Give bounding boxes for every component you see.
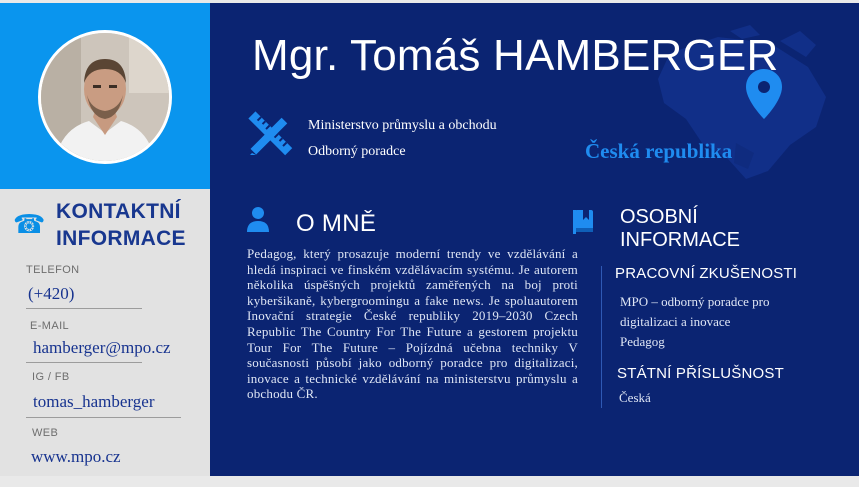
contact-title-line2: INFORMACE: [56, 227, 186, 250]
country: Česká republika: [585, 139, 733, 163]
experience-line: MPO – odborný poradce pro: [620, 294, 770, 309]
ruler-pencil-icon: [248, 111, 294, 157]
vertical-divider: [601, 266, 602, 408]
citizenship-value: Česká: [619, 390, 651, 405]
phone-value: (+420): [28, 284, 75, 303]
organization: Ministerstvo průmyslu a obchodu: [308, 118, 497, 133]
role: Odborný poradce: [308, 144, 406, 159]
web-link[interactable]: www.mpo.cz: [31, 447, 121, 466]
divider: [26, 308, 142, 309]
avatar: [38, 30, 172, 164]
personal-title: [620, 206, 820, 252]
bottom-border: [0, 476, 859, 487]
email-label: E-MAIL: [30, 320, 70, 332]
about-text: Pedagog, který prosazuje moderní trendy ve vzdělávání a hledá inspiraci ve finském vzdělávacím systému. Je autorem několika úspěšných projektů zaměřených na boj proti kyberšikaně, kybergroomingu a fake news. Je spoluautorem Inovační strategie České republiky 2019–2030 Czech Republic The Country For The Future a gestorem projektu Tour For The Future – Pojízdná učebna techniky V současnosti působí jako odborný poradce pro digitalizaci, inovace a technické vzdělávání na ministerstvu průmyslu a obchodu ČR.: [247, 246, 578, 402]
phone-label: TELEFON: [26, 264, 80, 276]
phone-icon: ☎: [13, 210, 46, 240]
citizenship-title: STÁTNÍ PŘÍSLUŠNOST: [617, 365, 784, 382]
social-label: IG / FB: [32, 371, 70, 383]
divider: [26, 417, 181, 418]
person-icon: [246, 206, 270, 232]
contact-title-line1: KONTAKTNÍ: [56, 200, 181, 223]
experience-text: [620, 292, 840, 352]
email-link[interactable]: hamberger@mpo.cz: [33, 338, 171, 357]
photo-panel: [0, 3, 210, 189]
divider: [26, 362, 142, 363]
header-panel: [210, 3, 859, 189]
experience-title: PRACOVNÍ ZKUŠENOSTI: [615, 265, 798, 282]
book-icon: [572, 209, 596, 235]
web-label: WEB: [32, 427, 59, 439]
about-title: O MNĚ: [296, 210, 377, 237]
experience-line: digitalizaci a inovace: [620, 314, 731, 329]
personal-title-line1: OSOBNÍ: [620, 206, 698, 228]
contact-title: [56, 198, 206, 252]
social-link[interactable]: tomas_hamberger: [33, 392, 155, 411]
personal-title-line2: INFORMACE: [620, 229, 740, 251]
experience-line: Pedagog: [620, 334, 665, 349]
page-title: Mgr. Tomáš HAMBERGER: [252, 31, 779, 80]
